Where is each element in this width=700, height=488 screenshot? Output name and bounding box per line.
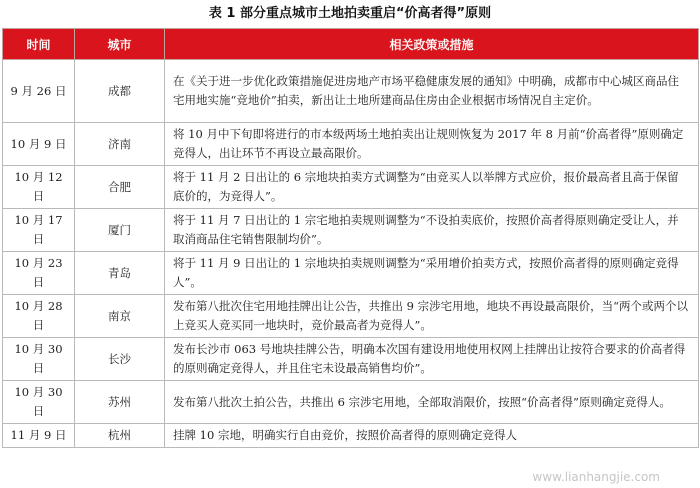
cell-policy: 发布第八批次土拍公告，共推出 6 宗涉宅用地，全部取消限价，按照“价高者得”原则确定竞得人。 — [165, 381, 699, 424]
table-row — [3, 209, 699, 252]
cell-date: 10 月 30 日 — [3, 381, 75, 424]
table-row — [3, 252, 699, 295]
cell-city: 济南 — [75, 123, 165, 166]
cell-date: 9 月 26 日 — [3, 60, 75, 123]
cell-policy: 将 10 月中下旬即将进行的市本级两场土地拍卖出让规则恢复为 2017 年 8 月前“价高者得”原则确定竞得人，出让环节不再设立最高限价。 — [165, 123, 699, 166]
cell-city: 苏州 — [75, 381, 165, 424]
cell-policy: 发布第八批次住宅用地挂牌出让公告，共推出 9 宗涉宅用地，地块不再设最高限价，当“两个或两个以上竞买人竞买同一地块时，竞价最高者为竞得人”。 — [165, 295, 699, 338]
cell-policy: 将于 11 月 2 日出让的 6 宗地块拍卖方式调整为“由竞买人以举牌方式应价，报价最高者且高于保留底价的，为竞得人”。 — [165, 166, 699, 209]
table-header-row — [3, 29, 699, 60]
header-policy: 相关政策或措施 — [165, 29, 699, 60]
policy-table — [2, 28, 699, 448]
cell-policy: 挂牌 10 宗地，明确实行自由竞价，按照价高者得的原则确定竞得人 — [165, 424, 699, 448]
table-row — [3, 295, 699, 338]
cell-date: 11 月 9 日 — [3, 424, 75, 448]
cell-city: 成都 — [75, 60, 165, 123]
cell-city: 长沙 — [75, 338, 165, 381]
header-city: 城市 — [75, 29, 165, 60]
table-title: 表 1 部分重点城市土地拍卖重启“价高者得”原则 — [208, 6, 492, 21]
cell-city: 合肥 — [75, 166, 165, 209]
cell-date: 10 月 9 日 — [3, 123, 75, 166]
cell-date: 10 月 12 日 — [3, 166, 75, 209]
cell-date: 10 月 23 日 — [3, 252, 75, 295]
cell-city: 青岛 — [75, 252, 165, 295]
table-row — [3, 381, 699, 424]
table-row — [3, 424, 699, 448]
table-row — [3, 60, 699, 123]
watermark: www.lianhangjie.com — [532, 470, 660, 484]
cell-policy: 将于 11 月 9 日出让的 1 宗地块拍卖规则调整为“采用增价拍卖方式，按照价高者得的原则确定竞得人”。 — [165, 252, 699, 295]
cell-date: 10 月 28 日 — [3, 295, 75, 338]
cell-date: 10 月 30 日 — [3, 338, 75, 381]
cell-city: 南京 — [75, 295, 165, 338]
cell-policy: 将于 11 月 7 日出让的 1 宗宅地拍卖规则调整为“不设拍卖底价，按照价高者得原则确定受让人，并取消商品住宅销售限制均价”。 — [165, 209, 699, 252]
cell-city: 厦门 — [75, 209, 165, 252]
table-row — [3, 123, 699, 166]
cell-policy: 发布长沙市 063 号地块挂牌公告，明确本次国有建设用地使用权网上挂牌出让按符合要求的价高者得的原则确定竞得人，并且住宅未设最高销售均价”。 — [165, 338, 699, 381]
header-date: 时间 — [3, 29, 75, 60]
table-row — [3, 338, 699, 381]
cell-policy: 在《关于进一步优化政策措施促进房地产市场平稳健康发展的通知》中明确，成都市中心城区商品住宅用地实施“竞地价”拍卖，新出让土地所建商品住房由企业根据市场情况自主定价。 — [165, 60, 699, 123]
cell-city: 杭州 — [75, 424, 165, 448]
table-row — [3, 166, 699, 209]
cell-date: 10 月 17 日 — [3, 209, 75, 252]
